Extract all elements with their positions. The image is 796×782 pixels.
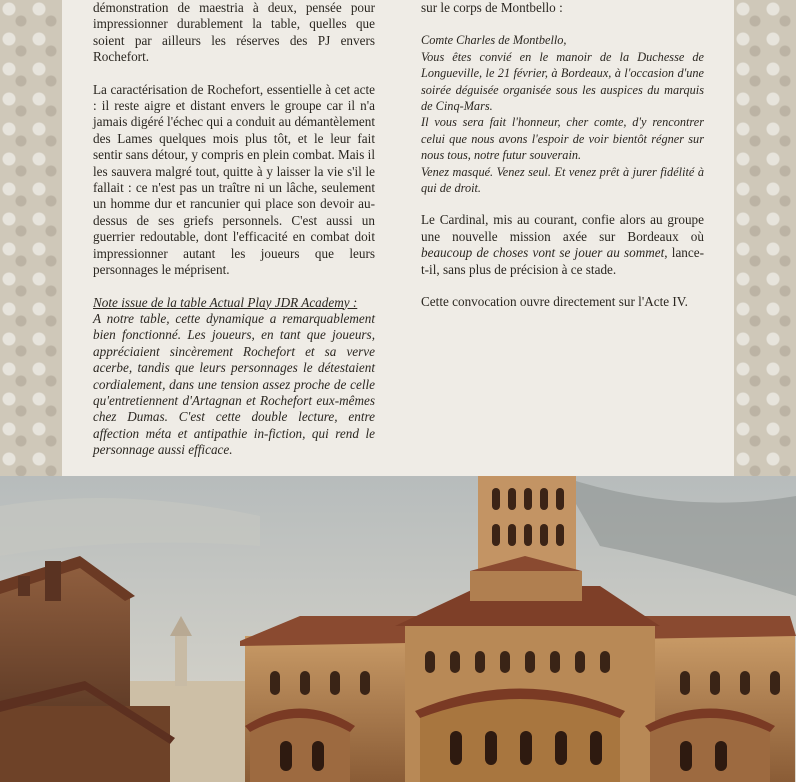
letter-line-1: Vous êtes convié en le manoir de la Duchesse de Longueville, le 21 février, à Bordeaux, à l'occasion d'une soirée déguisée organisée sous les auspices du marquis de Cinq-Mars. <box>421 49 704 114</box>
letter-line-2: Il vous sera fait l'honneur, cher comte, d'y rencontrer celui que nous avons l'espoir de voir bientôt régner sur nous tous, notre futur souverain. <box>421 115 704 163</box>
decorative-border-right <box>734 0 796 480</box>
paragraph-intro: sur le corps de Montbello : <box>421 0 563 15</box>
note-title: Note issue de la table Actual Play JDR Academy : <box>93 294 358 310</box>
left-column <box>93 0 375 475</box>
basilica-painting <box>0 476 796 782</box>
note-body: A notre table, cette dynamique a remarquablement bien fonctionné. Les joueurs, en tant que joueurs, appréciaient sincèrement Rochefort et sa verve acerbe, tandis que leurs personnages le détestaient cordialement, dans une tension assez proche de celle qu'entretiennent d'Artagnan et Rochefort eux-mêmes chez Dumas. C'est cette double lecture, entre affection méta et antipathie in-fiction, qui rend le personnage aussi efficace. <box>93 310 375 458</box>
paragraph-cardinal: Le Cardinal, mis au courant, confie alors au groupe une nouvelle mission axée sur Bordeaux où beaucoup de choses vont se jouer au sommet, lance-t-il, sans plus de précision à ce stade. <box>421 212 704 277</box>
paragraph-maestria: démonstration de maestria à deux, pensée pour impressionner durablement la table, quelles que soient par ailleurs les réserves des PJ envers Rochefort. <box>93 0 375 65</box>
right-column <box>421 0 704 327</box>
invitation-letter <box>421 32 704 196</box>
paragraph-rochefort: La caractérisation de Rochefort, essentielle à cet acte : il reste aigre et distant envers le groupe car il n'a jamais digéré l'échec qui a conduit au démantèlement des Lames quelques mois plus tôt, et le leur fait sentir sans détour, y compris en plein combat. Mais il les sauvera malgré tout, quitte à y laisser la vie s'il le fallait : ce n'est pas un traître ni un lâche, seulement un homme dur et rancunier qui place son devoir au-dessus de ses griefs personnels. C'est aussi un guerrier redoutable, dont l'efficacité en combat doit impressionner autant les joueurs que leurs personnages le méprisent. <box>93 81 375 278</box>
decorative-border-left <box>0 0 62 480</box>
basilica-illustration <box>0 476 796 782</box>
letter-salutation: Comte Charles de Montbello, <box>421 33 567 48</box>
paragraph-final: Cette convocation ouvre directement sur l'Acte IV. <box>421 294 688 310</box>
letter-line-3: Venez masqué. Venez seul. Et venez prêt à jurer fidélité à qui de droit. <box>421 164 704 196</box>
